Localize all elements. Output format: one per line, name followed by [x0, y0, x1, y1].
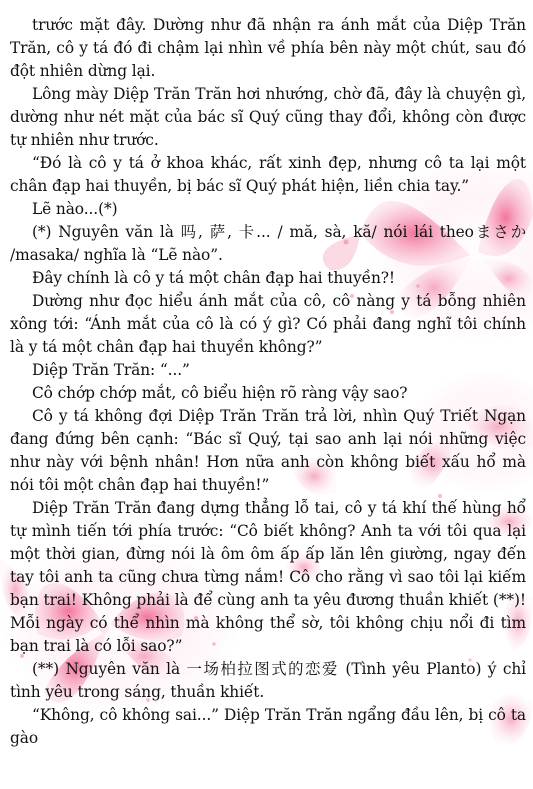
paragraph-1: trước mặt đây. Dường như đã nhận ra ánh mắt của Diệp Trăn Trăn, cô y tá đó đi chậm lại nhìn về phía bên này một chút, sau đó đột nhiên dừng lại.	[10, 16, 526, 80]
footnote-1: (*) Nguyên văn là 吗, 萨, 卡... / mă, sà, kă/ nói lái theoまさか /masaka/ nghĩa là “Lẽ nào”.	[10, 223, 526, 264]
paragraph-11: Diệp Trăn Trăn đang dựng thẳng lỗ tai, cô y tá khí thế hùng hổ tự mình tiến tới phía trước: “Cô biết không? Anh ta với tôi qua lại một thời gian, đừng nói là ôm ôm ấp ấp lăn lên giường, ngay đến tay tôi anh ta cũng chưa từng nắm! Cô cho rằng vì sao tôi lại kiếm bạn trai! Không phải là để cùng anh ta yêu đương thuần khiết (**)! Mỗi ngày có thể nhìn mà không thể sờ, tôi không chịu nổi đi tìm bạn trai là có lỗi sao?”	[10, 499, 526, 655]
paragraph-7: Dường như đọc hiểu ánh mắt của cô, cô nàng y tá bỗng nhiên xông tới: “Ánh mắt của cô là có ý gì? Có phải đang nghĩ tôi chính là y tá một chân đạp hai thuyền không?”	[10, 292, 526, 356]
paragraph-3: “Đó là cô y tá ở khoa khác, rất xinh đẹp, nhưng cô ta lại một chân đạp hai thuyền, bị bác sĩ Quý phát hiện, liền chia tay.”	[10, 154, 526, 195]
paragraph-9: Cô chớp chớp mắt, cô biểu hiện rõ ràng vậy sao?	[32, 384, 408, 402]
footnote-2: (**) Nguyên văn là 一场柏拉图式的恋爱 (Tình yêu Planto) ý chỉ tình yêu trong sáng, thuần khiết.	[10, 660, 526, 701]
paragraph-10: Cô y tá không đợi Diệp Trăn Trăn trả lời, nhìn Quý Triết Ngạn đang đứng bên cạnh: “Bác sĩ Quý, tại sao anh lại nói những việc như này với bệnh nhân! Hơn nữa anh còn không biết xấu hổ mà nói tôi một chân đạp hai thuyền!”	[10, 407, 526, 494]
paragraph-13: “Không, cô không sai...” Diệp Trăn Trăn ngẩng đầu lên, bị cô ta gào	[10, 706, 526, 747]
paragraph-2: Lông mày Diệp Trăn Trăn hơi nhướng, chờ đã, đây là chuyện gì, dường như nét mặt của bác sĩ Quý cũng thay đổi, không còn được tự nhiên như trước.	[10, 85, 526, 149]
paragraph-8: Diệp Trăn Trăn: “...”	[32, 361, 190, 379]
paragraph-4: Lẽ nào...(*)	[32, 200, 118, 218]
document-page	[10, 14, 526, 750]
paragraph-6: Đây chính là cô y tá một chân đạp hai thuyền?!	[32, 269, 396, 287]
